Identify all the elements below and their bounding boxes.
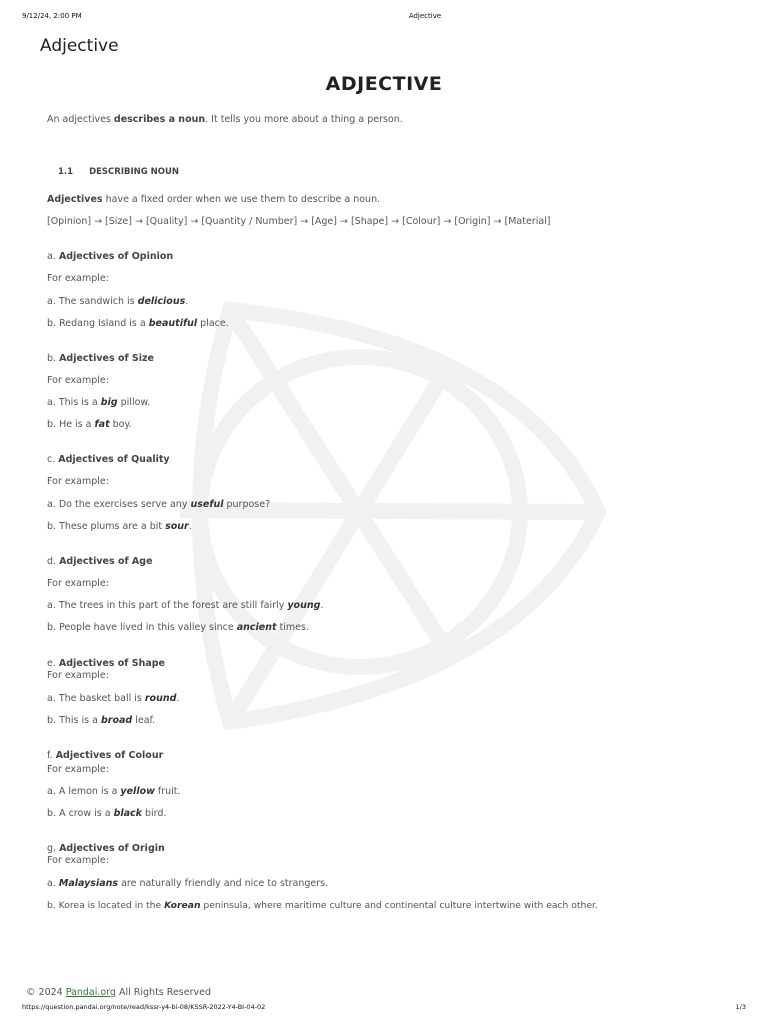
print-url: https://question.pandai.org/note/read/kssr-y4-bi-08/KSSR-2022-Y4-BI-04-02	[22, 1003, 266, 1011]
example-sentence: a. The trees in this part of the forest are still fairly young.	[47, 600, 324, 611]
example-sentence: a. This is a big pillow.	[47, 397, 151, 408]
print-datetime: 9/12/24, 2:00 PM	[22, 12, 82, 20]
group-title: c. Adjectives of Quality	[47, 454, 170, 465]
example-sentence: a. The sandwich is delicious.	[47, 296, 189, 307]
example-label: For example:	[47, 375, 109, 386]
intro-paragraph: An adjectives describes a noun. It tells you more about a thing a person.	[47, 114, 403, 125]
group-title: a. Adjectives of Opinion	[47, 251, 174, 262]
example-label: For example:	[47, 578, 109, 589]
example-sentence: b. Redang Island is a beautiful place.	[47, 318, 229, 329]
group-title: d. Adjectives of Age	[47, 556, 153, 567]
adjective-order-sequence: [Opinion] → [Size] → [Quality] → [Quantity / Number] → [Age] → [Shape] → [Colour] → [Origin] → [Material]	[47, 216, 551, 227]
example-sentence: b. A crow is a black bird.	[47, 808, 167, 819]
example-label: For example:	[47, 670, 109, 681]
example-sentence: b. This is a broad leaf.	[47, 715, 156, 726]
example-label: For example:	[47, 273, 109, 284]
example-sentence: a. Malaysians are naturally friendly and nice to strangers.	[47, 878, 329, 889]
example-sentence: a. The basket ball is round.	[47, 693, 180, 704]
example-sentence: b. Korea is located in the Korean peninsula, where maritime culture and continental culture intertwine with each other.	[47, 900, 598, 911]
pandai-link[interactable]: Pandai.org	[65, 987, 116, 998]
example-label: For example:	[47, 855, 109, 866]
example-sentence: b. These plums are a bit sour.	[47, 521, 192, 532]
watermark-logo-icon	[160, 300, 610, 730]
example-sentence: a. A lemon is a yellow fruit.	[47, 786, 181, 797]
example-sentence: a. Do the exercises serve any useful purpose?	[47, 499, 271, 510]
main-heading: ADJECTIVE	[325, 73, 443, 95]
group-title: e. Adjectives of Shape	[47, 658, 165, 669]
example-label: For example:	[47, 764, 109, 775]
group-title: b. Adjectives of Size	[47, 353, 154, 364]
section-heading: 1.1 DESCRIBING NOUN	[58, 167, 180, 177]
print-title: Adjective	[408, 12, 442, 20]
order-description: Adjectives have a fixed order when we use them to describe a noun.	[47, 194, 381, 205]
example-label: For example:	[47, 476, 109, 487]
copyright-footer: © 2024 Pandai.org All Rights Reserved	[26, 987, 211, 998]
example-sentence: b. He is a fat boy.	[47, 419, 132, 430]
page-title: Adjective	[40, 36, 119, 56]
example-sentence: b. People have lived in this valley since ancient times.	[47, 622, 309, 633]
page-number: 1/3	[735, 1003, 746, 1011]
group-title: f. Adjectives of Colour	[47, 750, 164, 761]
group-title: g. Adjectives of Origin	[47, 843, 165, 854]
